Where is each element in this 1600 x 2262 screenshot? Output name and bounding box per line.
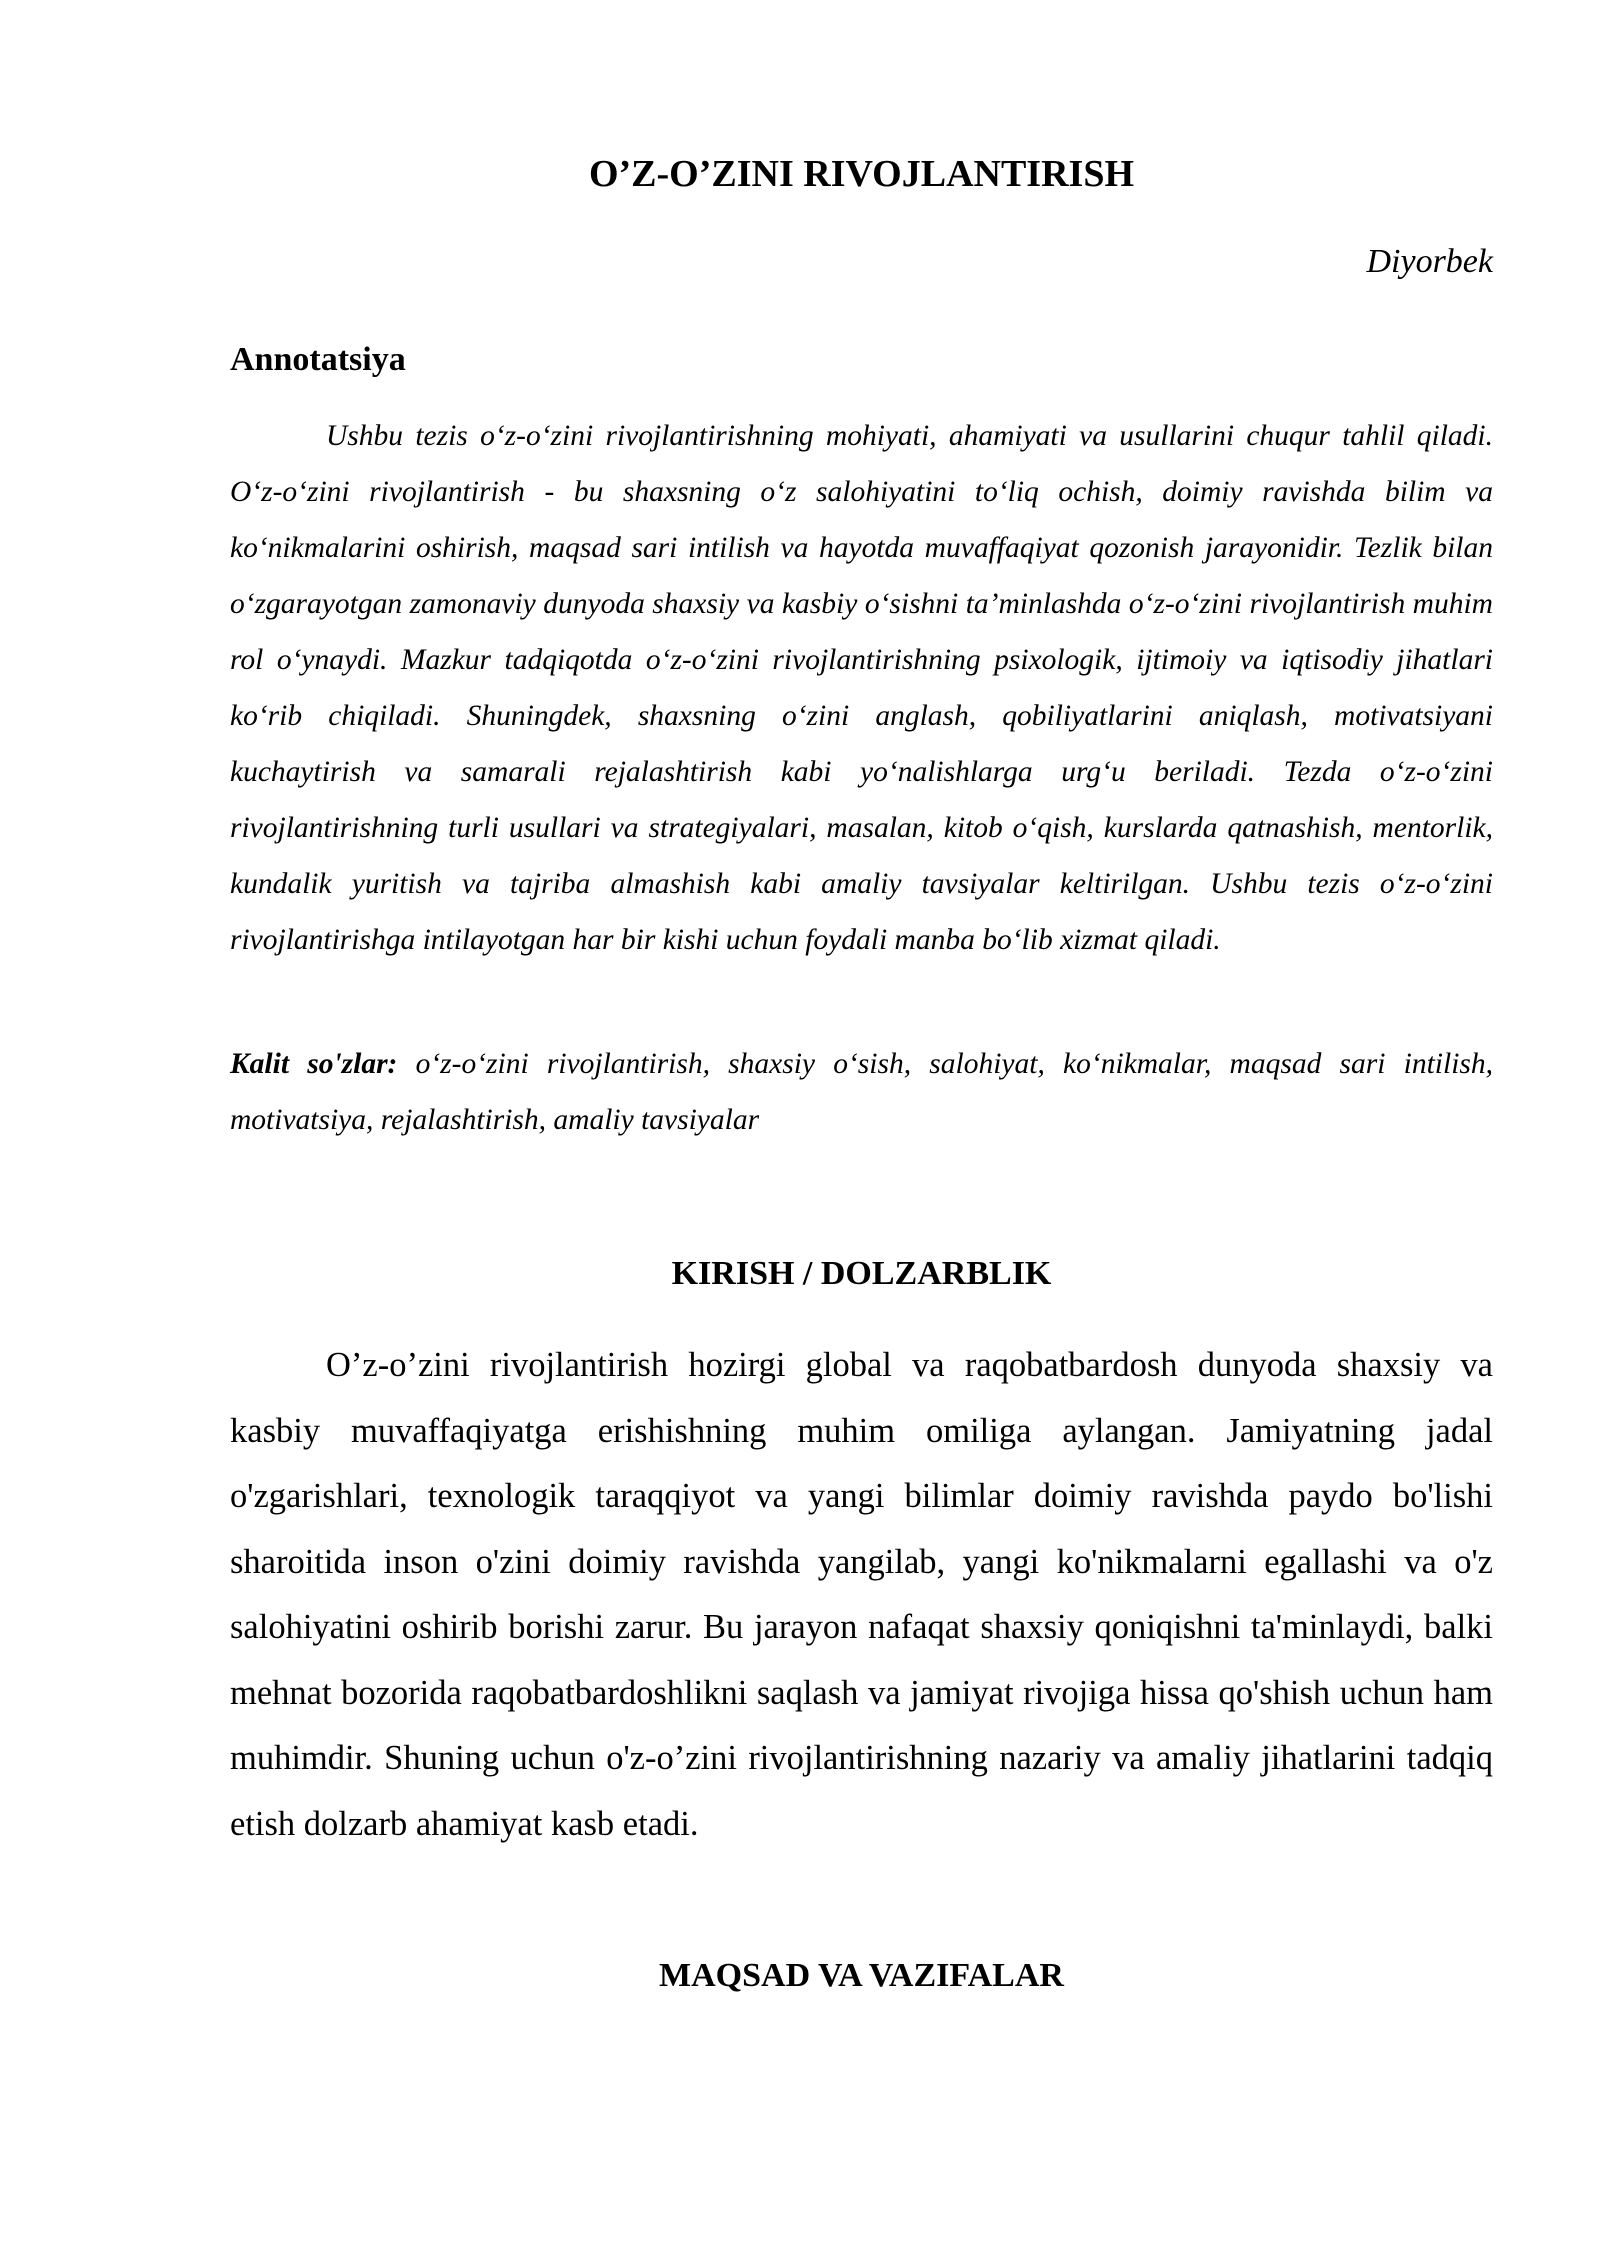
author-name: Diyorbek	[1366, 243, 1493, 280]
section-body-kirish: O’z-o’zini rivojlantirish hozirgi global va raqobatbardosh dunyoda shaxsiy va kasbiy muvaffaqiyatga erishishning muhim omiliga aylangan. Jamiyatning jadal o'zgarishlari, texnologik taraqqiyot va yangi bilimlar doimiy ravishda paydo bo'lishi sharoitida inson o'zini doimiy ravishda yangilab, yangi ko'nikmalarni egallashi va o'z salohiyatini oshirib borishi zarur. Bu jarayon nafaqat shaxsiy qoniqishni ta'minlaydi, balki mehnat bozorida raqobatbardoshlikni saqlash va jamiyat rivojiga hissa qo'shish uchun ham muhimdir. Shuning uchun o'z-o’zini rivojlantirishning nazariy va amaliy jihatlarini tadqiq etish dolzarb ahamiyat kasb etadi.	[230, 1346, 1493, 1843]
document-title: O’Z-O’ZINI RIVOJLANTIRISH	[588, 153, 1135, 195]
abstract-paragraph: Ushbu tezis o‘z-o‘zini rivojlantirishning mohiyati, ahamiyati va usullarini chuqur tahlil qiladi. O‘z-o‘zini rivojlantirish - bu shaxsning o‘z salohiyatini to‘liq ochish, doimiy ravishda bilim va ko‘nikmalarini oshirish, maqsad sari intilish va hayotda muvaffaqiyat qozonish jarayonidir. Tezlik bilan o‘zgarayotgan zamonaviy dunyoda shaxsiy va kasbiy o‘sishni ta’minlashda o‘z-o‘zini rivojlantirish muhim rol o‘ynaydi. Mazkur tadqiqotda o‘z-o‘zini rivojlantirishning psixologik, ijtimoiy va iqtisodiy jihatlari ko‘rib chiqiladi. Shuningdek, shaxsning o‘zini anglash, qobiliyatlarini aniqlash, motivatsiyani kuchaytirish va samarali rejalashtirish kabi yo‘nalishlarga urg‘u beriladi. Tezda o‘z-o‘zini rivojlantirishning turli usullari va strategiyalari, masalan, kitob o‘qish, kurslarda qatnashish, mentorlik, kundalik yuritish va tajriba almashish kabi amaliy tavsiyalar keltirilgan. Ushbu tezis o‘z-o‘zini rivojlantirishga intilayotgan har bir kishi uchun foydali manba bo‘lib xizmat qiladi.	[230, 420, 1493, 956]
keywords-paragraph	[230, 1036, 1493, 1148]
keywords-label: Kalit so'zlar:	[230, 1048, 398, 1080]
annotation-heading: Annotatsiya	[230, 341, 406, 378]
section-heading-maqsad: MAQSAD VA VAZIFALAR	[659, 1957, 1064, 1994]
keywords-text: o‘z-o‘zini rivojlantirish, shaxsiy o‘sish, salohiyat, ko‘nikmalar, maqsad sari intilish, motivatsiya, rejalashtirish, amaliy tavsiyalar	[230, 1048, 1494, 1136]
section-heading-kirish: KIRISH / DOLZARBLIK	[671, 1255, 1052, 1292]
